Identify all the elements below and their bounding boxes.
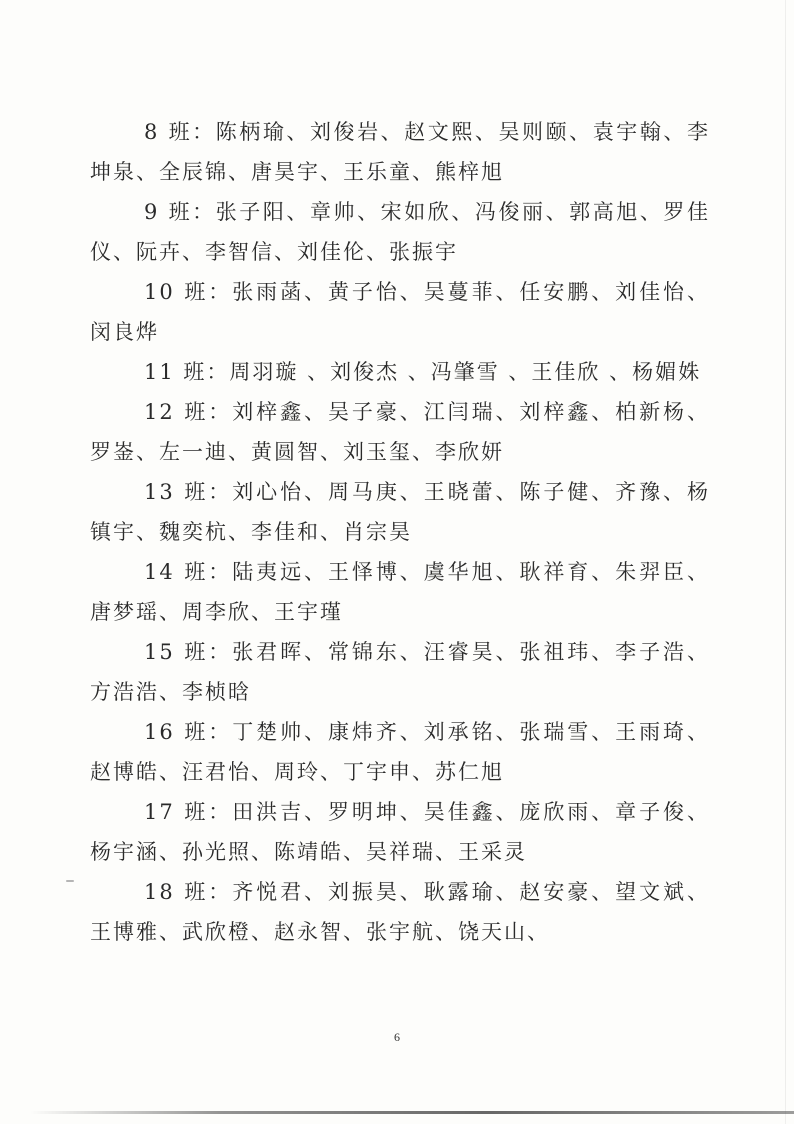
- class-9-paragraph: 9 班：张子阳、章帅、宋如欣、冯俊丽、郭高旭、罗佳仪、阮卉、李智信、刘佳伦、张振宇: [90, 200, 710, 264]
- scan-speck: [66, 880, 74, 882]
- class-12-paragraph: 12 班：刘梓鑫、吴子豪、江闫瑞、刘梓鑫、柏新杨、罗崟、左一迪、黄圆智、刘玉玺、李欣妍: [90, 400, 710, 464]
- class-16-paragraph: 16 班：丁楚帅、康炜齐、刘承铭、张瑞雪、王雨琦、赵博皓、汪君怡、周玲、丁宇申、苏仁旭: [90, 720, 710, 784]
- class-14-paragraph: 14 班：陆夷远、王怿博、虞华旭、耿祥育、朱羿臣、唐梦瑶、周李欣、王宇瑾: [90, 560, 710, 624]
- class-list: [90, 112, 710, 952]
- class-18-paragraph: 18 班：齐悦君、刘振昊、耿露瑜、赵安豪、望文斌、王博雅、武欣橙、赵永智、张宇航、饶天山、: [90, 880, 710, 944]
- scan-edge-bottom: [30, 1111, 794, 1114]
- scan-edge-right: [785, 0, 786, 1124]
- class-11-paragraph: 11 班：周羽璇 、刘俊杰 、冯肇雪 、王佳欣 、杨媚姝: [144, 360, 702, 384]
- class-13-paragraph: 13 班：刘心怡、周马庚、王晓蕾、陈子健、齐豫、杨镇宇、魏奕杭、李佳和、肖宗昊: [90, 480, 710, 544]
- class-8-paragraph: 8 班：陈柄瑜、刘俊岩、赵文熙、吴则颐、袁宇翰、李坤泉、全辰锦、唐昊宇、王乐童、熊梓旭: [90, 120, 710, 184]
- class-10-paragraph: 10 班：张雨菡、黄子怡、吴蔓菲、任安鹏、刘佳怡、闵良烨: [90, 280, 710, 344]
- class-15-paragraph: 15 班：张君晖、常锦东、汪睿昊、张祖玮、李子浩、方浩浩、李桢晗: [90, 640, 710, 704]
- class-17-paragraph: 17 班：田洪吉、罗明坤、吴佳鑫、庞欣雨、章子俊、杨宇涵、孙光照、陈靖皓、吴祥瑞、王采灵: [90, 800, 710, 864]
- page-number: 6: [394, 1030, 400, 1044]
